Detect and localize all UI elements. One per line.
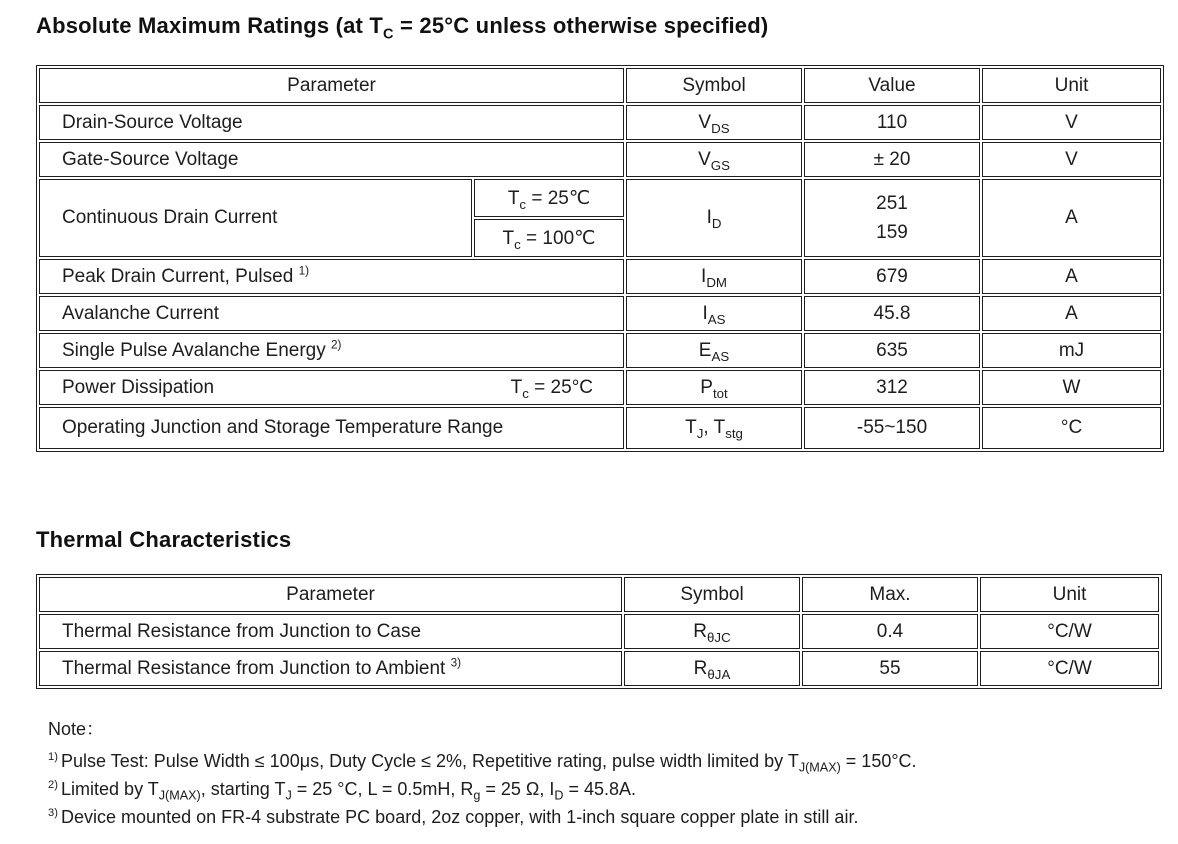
column-header-symbol: Symbol (624, 577, 800, 612)
cell-value: -55~150 (804, 407, 980, 449)
section-title-thermal-characteristics: Thermal Characteristics (36, 527, 292, 553)
cell-parameter: Drain-Source Voltage (39, 105, 624, 140)
condition-label: $T_c = 25^\circ C$ (510, 376, 594, 401)
cell-symbol: $R_{\theta JA}$ (624, 651, 800, 686)
value-line-tc25: 251 (876, 192, 908, 214)
cell-unit: mJ (982, 333, 1161, 368)
cell-condition-tc-100: $T_c$ = 100℃ (474, 219, 624, 257)
table-row-single-pulse-avalanche-energy (39, 333, 1161, 368)
cell-symbol: $E_{AS}$ (626, 333, 802, 368)
column-header-value: Value (804, 68, 980, 103)
cell-value (804, 179, 980, 257)
notes-section (48, 715, 1178, 831)
note-item-1: $^{1)}$ Pulse Test: Pulse Width ≤ 100μs, Duty Cycle ≤ 2%, Repetitive rating, pulse width limited by $T_{J(MAX)} = 150^\circ C$. (48, 751, 917, 775)
column-header-symbol: Symbol (626, 68, 802, 103)
cell-parameter: Avalanche Current (39, 296, 624, 331)
cell-unit: °C (982, 407, 1161, 449)
cell-unit: V (982, 142, 1161, 177)
section-title-absolute-maximum-ratings: Absolute Maximum Ratings (at $T_C = 25^\circ C$ unless otherwise specified) (36, 13, 769, 43)
table-header-row (39, 68, 1161, 103)
cell-value: 312 (804, 370, 980, 405)
table-row-continuous-drain-current-25c (39, 179, 1161, 217)
cell-symbol: $V_{GS}$ (626, 142, 802, 177)
cell-parameter: Continuous Drain Current (39, 179, 472, 257)
cell-value: 0.4 (802, 614, 978, 649)
cell-parameter: Gate-Source Voltage (39, 142, 624, 177)
cell-symbol: $I_{AS}$ (626, 296, 802, 331)
column-header-unit: Unit (982, 68, 1161, 103)
parameter-label: Power Dissipation (62, 376, 215, 398)
table-row-peak-drain-current (39, 259, 1161, 294)
cell-value: 45.8 (804, 296, 980, 331)
cell-unit: °C/W (980, 651, 1159, 686)
cell-unit: °C/W (980, 614, 1159, 649)
column-header-parameter: Parameter (39, 68, 624, 103)
cell-value: 55 (802, 651, 978, 686)
cell-unit: A (982, 179, 1161, 257)
cell-value: 635 (804, 333, 980, 368)
cell-parameter: Peak Drain Current, Pulsed $^{1)}$ (39, 259, 624, 294)
cell-parameter: Operating Junction and Storage Temperature Range (39, 407, 624, 449)
cell-unit: W (982, 370, 1161, 405)
table-row-gate-source-voltage (39, 142, 1161, 177)
absolute-maximum-ratings-table (36, 65, 1164, 452)
cell-parameter: Thermal Resistance from Junction to Case (39, 614, 622, 649)
table-row-thermal-resistance-junction-ambient (39, 651, 1159, 686)
table-header-row (39, 577, 1159, 612)
cell-symbol: $V_{DS}$ (626, 105, 802, 140)
cell-symbol: $T_J$, $T_{stg}$ (626, 407, 802, 449)
notes-label: Note： (48, 719, 105, 740)
cell-condition-tc-25: $T_c$ = 25℃ (474, 179, 624, 217)
table-row-drain-source-voltage (39, 105, 1161, 140)
cell-value: ± 20 (804, 142, 980, 177)
cell-parameter (39, 370, 624, 405)
note-item-2: $^{2)}$ Limited by $T_{J(MAX)}$, starting $T_J = 25$ °C, L = 0.5mH, $R_g = 25$ Ω, $I_D = 45.8A$. (48, 779, 637, 803)
cell-value: 679 (804, 259, 980, 294)
note-item-3: $^{3)}$ Device mounted on FR-4 substrate PC board, 2oz copper, with 1-inch square copper plate in still air. (48, 807, 859, 828)
thermal-characteristics-table (36, 574, 1162, 689)
cell-parameter: Thermal Resistance from Junction to Ambient $^{3)}$ (39, 651, 622, 686)
column-header-max: Max. (802, 577, 978, 612)
value-line-tc100: 159 (876, 222, 908, 244)
cell-unit: A (982, 259, 1161, 294)
table-row-avalanche-current (39, 296, 1161, 331)
table-row-operating-junction-storage-temp (39, 407, 1161, 449)
cell-symbol: $R_{\theta JC}$ (624, 614, 800, 649)
cell-symbol: $I_D$ (626, 179, 802, 257)
cell-unit: V (982, 105, 1161, 140)
cell-value: 110 (804, 105, 980, 140)
cell-symbol: $I_{DM}$ (626, 259, 802, 294)
cell-symbol: $P_{tot}$ (626, 370, 802, 405)
column-header-parameter: Parameter (39, 577, 622, 612)
cell-parameter: Single Pulse Avalanche Energy $^{2)}$ (39, 333, 624, 368)
table-row-power-dissipation (39, 370, 1161, 405)
column-header-unit: Unit (980, 577, 1159, 612)
table-row-thermal-resistance-junction-case (39, 614, 1159, 649)
cell-unit: A (982, 296, 1161, 331)
